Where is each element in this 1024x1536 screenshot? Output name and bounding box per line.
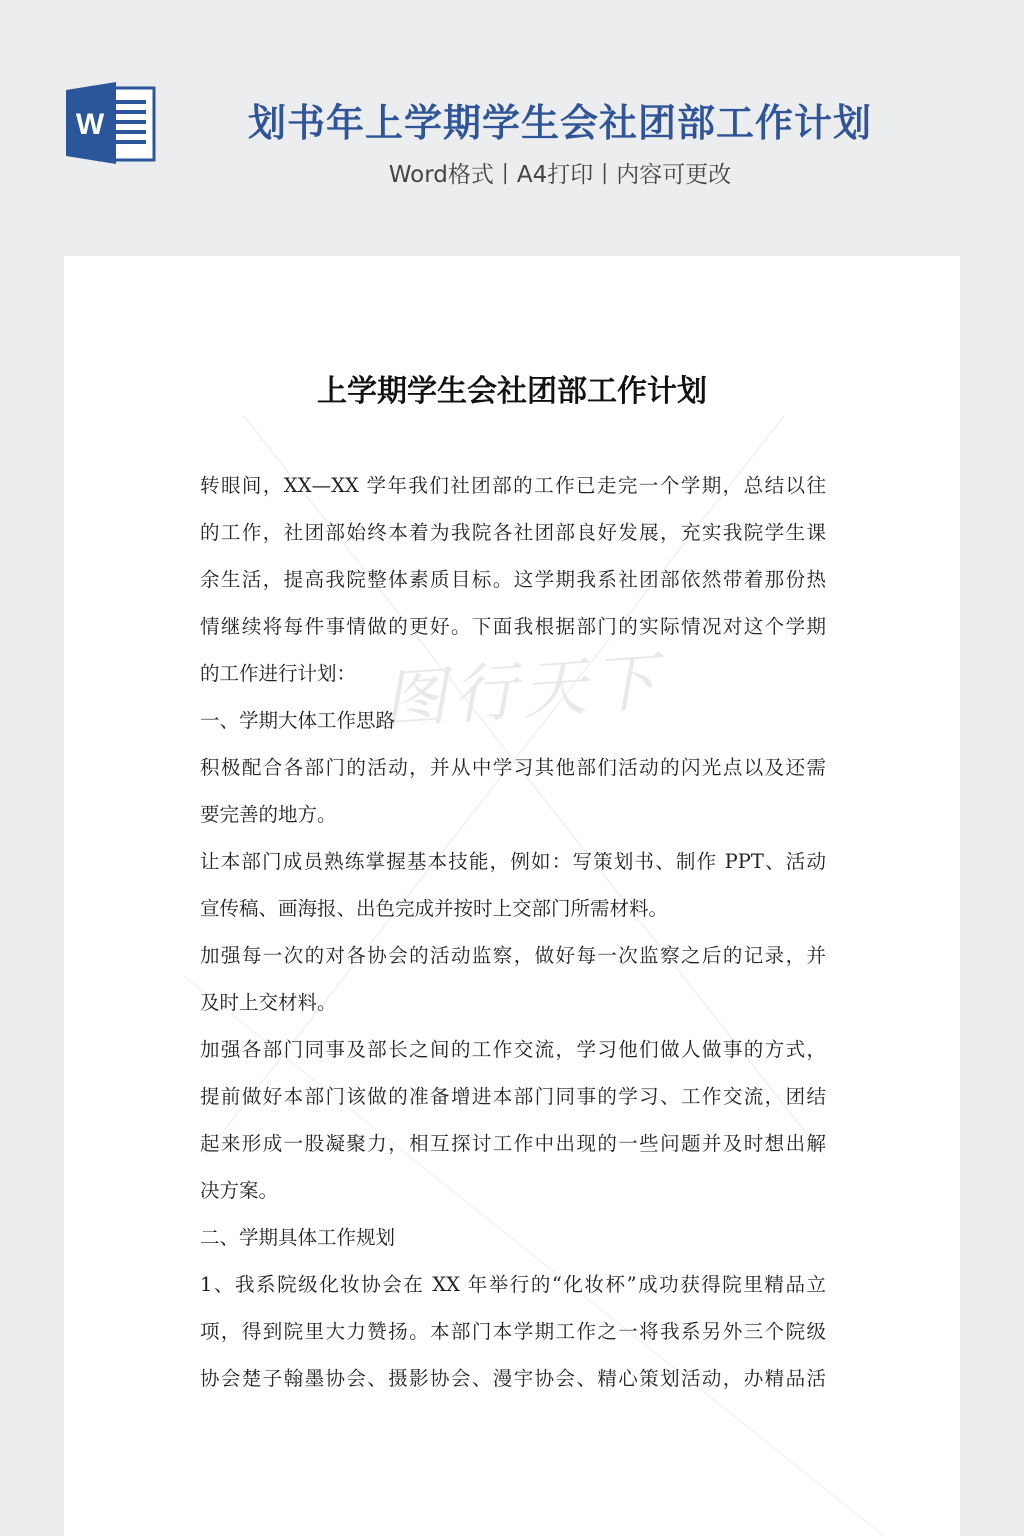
body-line: 加强每一次的对各协会的活动监察，做好每一次监察之后的记录，并	[200, 944, 826, 967]
document-title: 上学期学生会社团部工作计划	[317, 374, 707, 409]
header-title: 划书年上学期学生会社团部工作计划	[247, 101, 872, 145]
body-line: 转眼间，XX—XX 学年我们社团部的工作已走完一个学期，总结以往	[200, 474, 826, 497]
body-line: 宣传稿、画海报、出色完成并按时上交部门所需材料。	[200, 897, 669, 920]
body-line: 一、学期大体工作思路	[200, 709, 396, 732]
body-line: 余生活，提高我院整体素质目标。这学期我系社团部依然带着那份热	[200, 568, 826, 591]
body-line: 提前做好本部门该做的准备增进本部门同事的学习、工作交流，团结	[200, 1085, 826, 1108]
body-line: 1、我系院级化妆协会在 XX 年举行的“化妆杯”成功获得院里精品立	[200, 1273, 826, 1296]
body-line: 的工作进行计划：	[200, 662, 357, 685]
body-line: 情继续将每件事情做的更好。下面我根据部门的实际情况对这个学期	[200, 615, 826, 638]
body-line: 的工作，社团部始终本着为我院各社团部良好发展，充实我院学生课	[200, 521, 826, 544]
body-line: 项，得到院里大力赞扬。本部门本学期工作之一将我系另外三个院级	[200, 1320, 826, 1343]
word-document-icon	[66, 82, 156, 164]
body-line: 让本部门成员熟练掌握基本技能，例如：写策划书、制作 PPT、活动	[200, 850, 826, 873]
body-line: 协会楚子翰墨协会、摄影协会、漫宇协会、精心策划活动，办精品活	[200, 1367, 826, 1390]
watermark-seal: 图行天下	[380, 645, 665, 739]
body-line: 要完善的地方。	[200, 803, 337, 826]
body-line: 二、学期具体工作规划	[200, 1226, 396, 1249]
document-body	[200, 462, 826, 1402]
page-header	[0, 0, 1024, 256]
body-line: 决方案。	[200, 1179, 279, 1202]
body-line: 起来形成一股凝聚力，相互探讨工作中出现的一些问题并及时想出解	[200, 1132, 826, 1155]
body-line: 加强各部门同事及部长之间的工作交流，学习他们做人做事的方式，	[200, 1038, 826, 1061]
document-page	[64, 256, 960, 1536]
body-line: 及时上交材料。	[200, 991, 337, 1014]
header-subtitle: Word格式丨A4打印丨内容可更改	[388, 162, 732, 188]
word-icon-letter: W	[75, 108, 105, 141]
body-line: 积极配合各部门的活动，并从中学习其他部们活动的闪光点以及还需	[200, 756, 826, 779]
